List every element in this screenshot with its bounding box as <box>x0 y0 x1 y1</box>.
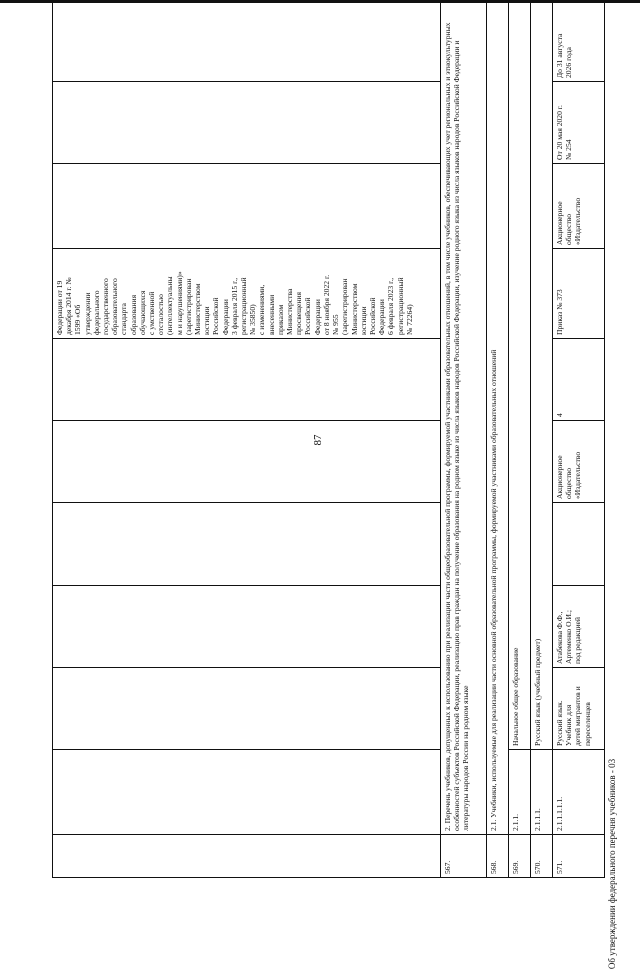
section-heading: 2. Перечень учебников, допущенных к использованию при реализации части общеобразовательной программы, формируемой участниками образовательных отношений, в том числе учебников, обеспечивающих учет региональных и этнокультурных особенностей субъектов Российской Федерации, реализацию прав граждан на получение образования на родном языке из числа языков народов Российской Федерации, изучение родного языка из числа языков народов Российской Федерации и литературы народов России на родном языке <box>441 0 487 835</box>
text-line: образования <box>128 294 138 335</box>
cell-until-date <box>53 0 441 82</box>
cell-num <box>53 835 441 878</box>
text-line: Русский язык. Учебник для <box>555 700 574 746</box>
text-line: приказом <box>275 304 285 335</box>
text-line: № 955 <box>331 314 341 335</box>
text-line: общество <box>564 467 574 499</box>
row-code: 2.1.1. <box>509 750 531 835</box>
text-line: (интеллектуальны <box>165 276 175 335</box>
text-line: Акционерное <box>555 201 564 245</box>
text-line: обучающихся <box>137 290 147 335</box>
text-line: регистрационный <box>395 277 405 335</box>
text-line: утверждении <box>82 292 92 335</box>
text-line: отсталостью <box>156 294 166 335</box>
until-date <box>553 0 605 82</box>
text-line: 1599 «Об <box>73 304 83 335</box>
subject-heading: Русский язык (учебный предмет) <box>531 0 553 750</box>
cell-code <box>53 750 441 835</box>
rotated-table-container <box>52 22 604 878</box>
table-row-570 <box>531 0 553 878</box>
text-line: регистрационный <box>239 277 249 335</box>
table-row-568 <box>487 0 509 878</box>
text-line: «Издательство <box>573 451 583 499</box>
page-number: 87 <box>312 434 324 446</box>
text-line: «Издательство <box>573 197 583 245</box>
text-line: федерального <box>91 290 101 335</box>
text-line: стандарта <box>119 303 129 335</box>
order-number: Приказ № 373 <box>553 249 605 339</box>
table-row-571 <box>553 0 605 878</box>
text-line: Артеменко О.И.; <box>564 610 574 664</box>
text-line: переселенцев <box>582 702 592 746</box>
cell-order-info <box>53 249 441 339</box>
text-line: просвещения <box>294 292 304 335</box>
text-line: № 254 <box>564 139 574 160</box>
cell-publisher <box>53 421 441 503</box>
grade-blank <box>553 503 605 586</box>
text-line: № 72264) <box>404 304 414 335</box>
text-line: 2026 года <box>564 47 574 78</box>
cell-publisher-b <box>53 164 441 249</box>
table-row-569 <box>509 0 531 878</box>
table-row-566 <box>53 0 441 878</box>
text-line: общество <box>564 213 574 245</box>
textbook-authors <box>553 586 605 668</box>
text-line: 3 февраля 2015 г., <box>229 277 239 335</box>
text-line: под редакцией <box>573 617 583 664</box>
text-line: Федерации <box>312 299 322 335</box>
text-line: Министерством <box>193 283 203 335</box>
publisher-b <box>553 164 605 249</box>
textbook-table <box>52 0 605 878</box>
row-number: 570. <box>531 835 553 878</box>
text-line: До 31 августа <box>555 33 564 78</box>
table-row-567 <box>441 0 487 878</box>
text-line: с умственной <box>147 291 157 335</box>
level-heading: Начальное общее образование <box>509 0 531 750</box>
row-number: 571. <box>553 835 605 878</box>
text-line: № 35850) <box>248 304 258 335</box>
text-line: юстиции <box>358 306 368 335</box>
publisher <box>553 421 605 503</box>
text-line: государственного <box>101 278 111 335</box>
cell-from-date <box>53 82 441 164</box>
text-line: с изменениями, <box>257 284 267 335</box>
text-line: Федерации <box>377 299 387 335</box>
text-line: Российской <box>367 297 377 335</box>
text-line: образовательного <box>110 278 120 335</box>
row-number: 568. <box>487 835 509 878</box>
cell-grade <box>53 503 441 586</box>
text-line: Федерации от 19 <box>55 280 64 335</box>
from-date <box>553 82 605 164</box>
text-line: от 8 ноября 2022 г. <box>321 274 331 335</box>
rotated-page <box>52 22 604 878</box>
text-line: детей мигрантов и <box>573 686 583 746</box>
text-line: (зарегистрирован <box>183 278 193 335</box>
text-line: От 20 мая 2020 г. <box>555 105 564 160</box>
text-line: Министерством <box>349 283 359 335</box>
text-line: внесенными <box>266 294 276 335</box>
row-number: 567. <box>441 835 487 878</box>
section-heading: 2.1. Учебники, используемые для реализации части основной образовательной программы, формируемой участниками образовательных отношений <box>487 0 509 835</box>
text-line: м и нарушениями)» <box>174 271 184 335</box>
row-code: 2.1.1.1.1.1. <box>553 750 605 835</box>
text-line: юстиции <box>202 306 212 335</box>
text-line: Федерации <box>220 299 230 335</box>
text-line: Министерства <box>285 288 295 335</box>
cell-authors <box>53 586 441 668</box>
text-line: Российской <box>303 297 313 335</box>
footer-text: Об утверждении федерального перечня учебников - 03 <box>607 758 617 969</box>
row-number: 569. <box>509 835 531 878</box>
text-line: Акционерное <box>555 455 564 499</box>
text-line: декабря 2014 г. № <box>64 277 74 335</box>
cell-blank <box>53 339 441 421</box>
text-line: (зарегистрирован <box>340 278 350 335</box>
row-code: 2.1.1.1. <box>531 750 553 835</box>
text-line: Атабекова Ф.Ф., <box>555 611 564 664</box>
text-line: 6 февраля 2023 г., <box>386 277 396 335</box>
cell-title <box>53 668 441 750</box>
textbook-title <box>553 668 605 750</box>
grade: 4 <box>553 339 605 421</box>
text-line: Российской <box>211 297 221 335</box>
